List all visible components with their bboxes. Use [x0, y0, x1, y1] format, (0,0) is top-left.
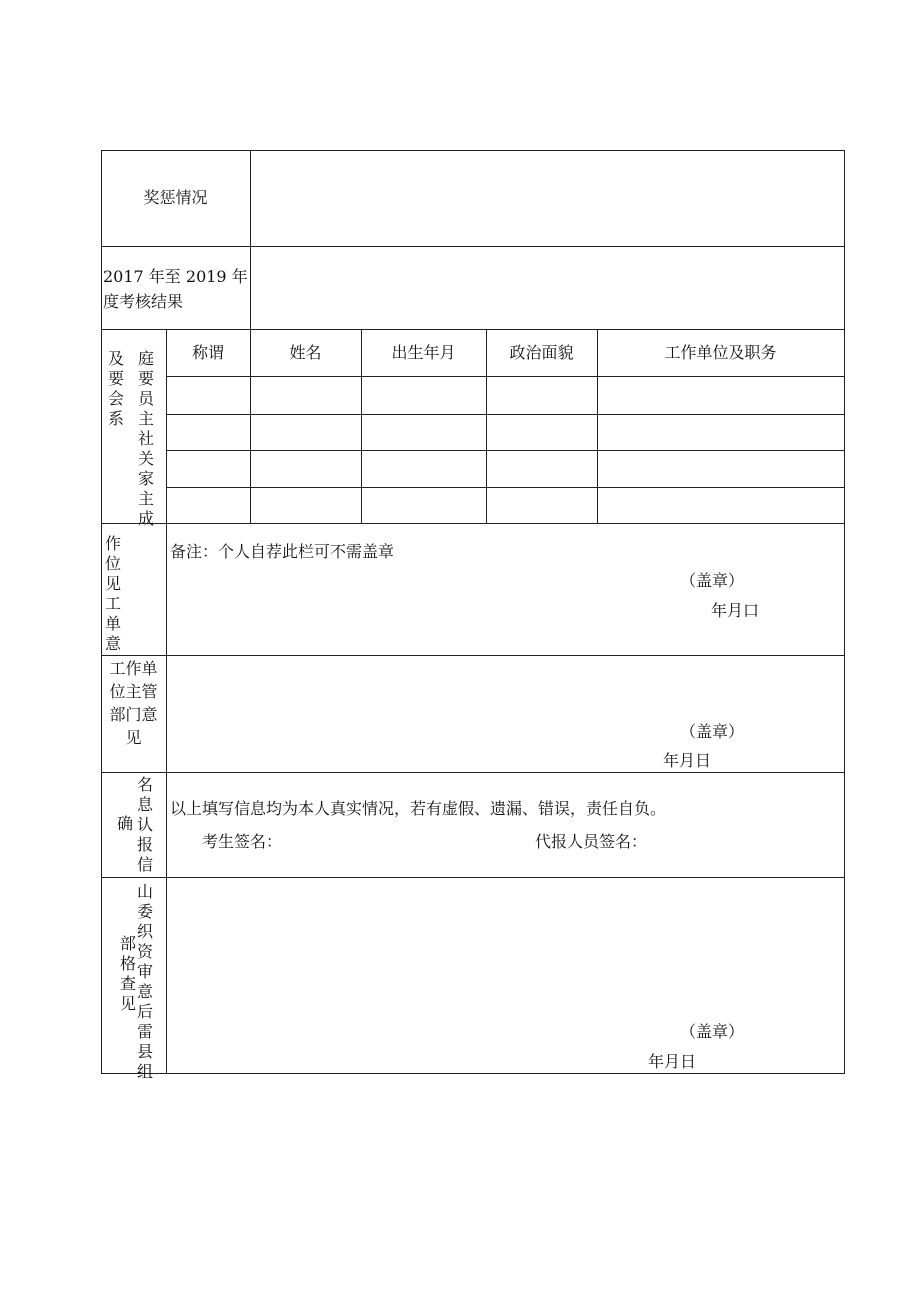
family-row-divider — [166, 487, 845, 488]
dept-opinion-label-line3: 部门意 — [109, 705, 158, 724]
family-row-divider — [166, 450, 845, 451]
work-unit-date: 年月口 — [711, 601, 760, 620]
rewards-label: 奖惩情况 — [143, 188, 208, 207]
dept-date: 年月日 — [663, 751, 712, 770]
table-border-bottom — [101, 1073, 845, 1074]
work-unit-opinion-label: 作位见工单意 — [105, 534, 122, 653]
agent-signature-label: 代报人员签名： — [535, 832, 648, 851]
review-date: 年月日 — [648, 1052, 697, 1071]
confirm-label-col2: 名息认报信 — [137, 775, 154, 874]
work-unit-note: 备注：个人自荐此栏可不需盖章 — [170, 542, 395, 561]
family-label-col1: 及要会系 — [108, 349, 125, 428]
row-divider — [101, 772, 845, 773]
family-header-work: 工作单位及职务 — [664, 343, 777, 362]
family-header-divider — [166, 376, 845, 377]
review-seal: （盖章） — [680, 1022, 745, 1041]
review-label-col2: 山委织资审意后雷县组 — [137, 882, 154, 1081]
examinee-signature-label: 考生签名： — [202, 832, 283, 851]
appraisal-label-line2: 度考核结果 — [103, 292, 184, 311]
table-border-left — [101, 150, 102, 1074]
family-header-name: 姓名 — [289, 343, 322, 362]
appraisal-label-line1: 2017 年至 2019 年 — [103, 267, 248, 286]
label-divider-bottom — [166, 329, 167, 1074]
rewards-content[interactable] — [251, 151, 844, 246]
dept-opinion-label-line2: 位主管 — [109, 682, 158, 701]
dept-seal: （盖章） — [680, 722, 745, 741]
dept-opinion-label-line4: 见 — [125, 728, 142, 747]
family-header-title: 称谓 — [191, 343, 224, 362]
family-header-birth: 出生年月 — [391, 343, 456, 362]
work-unit-seal: （盖章） — [680, 571, 745, 590]
dept-opinion-label-line1: 工作单 — [109, 659, 158, 678]
review-label-col1: 部格查见 — [120, 934, 137, 1013]
row-divider — [101, 877, 845, 878]
row-divider — [101, 655, 845, 656]
family-header-political: 政治面貌 — [509, 343, 574, 362]
confirm-statement: 以上填写信息均为本人真实情况，若有虚假、遗漏、错误，责任自负。 — [170, 799, 667, 818]
row-divider — [101, 329, 845, 330]
table-border-right — [844, 150, 845, 1074]
family-row-divider — [166, 414, 845, 415]
family-label-col2: 庭要员主社关家主成 — [138, 349, 155, 528]
row-divider — [101, 523, 845, 524]
appraisal-content[interactable] — [251, 247, 844, 329]
confirm-label-col1: 确 — [117, 814, 134, 833]
